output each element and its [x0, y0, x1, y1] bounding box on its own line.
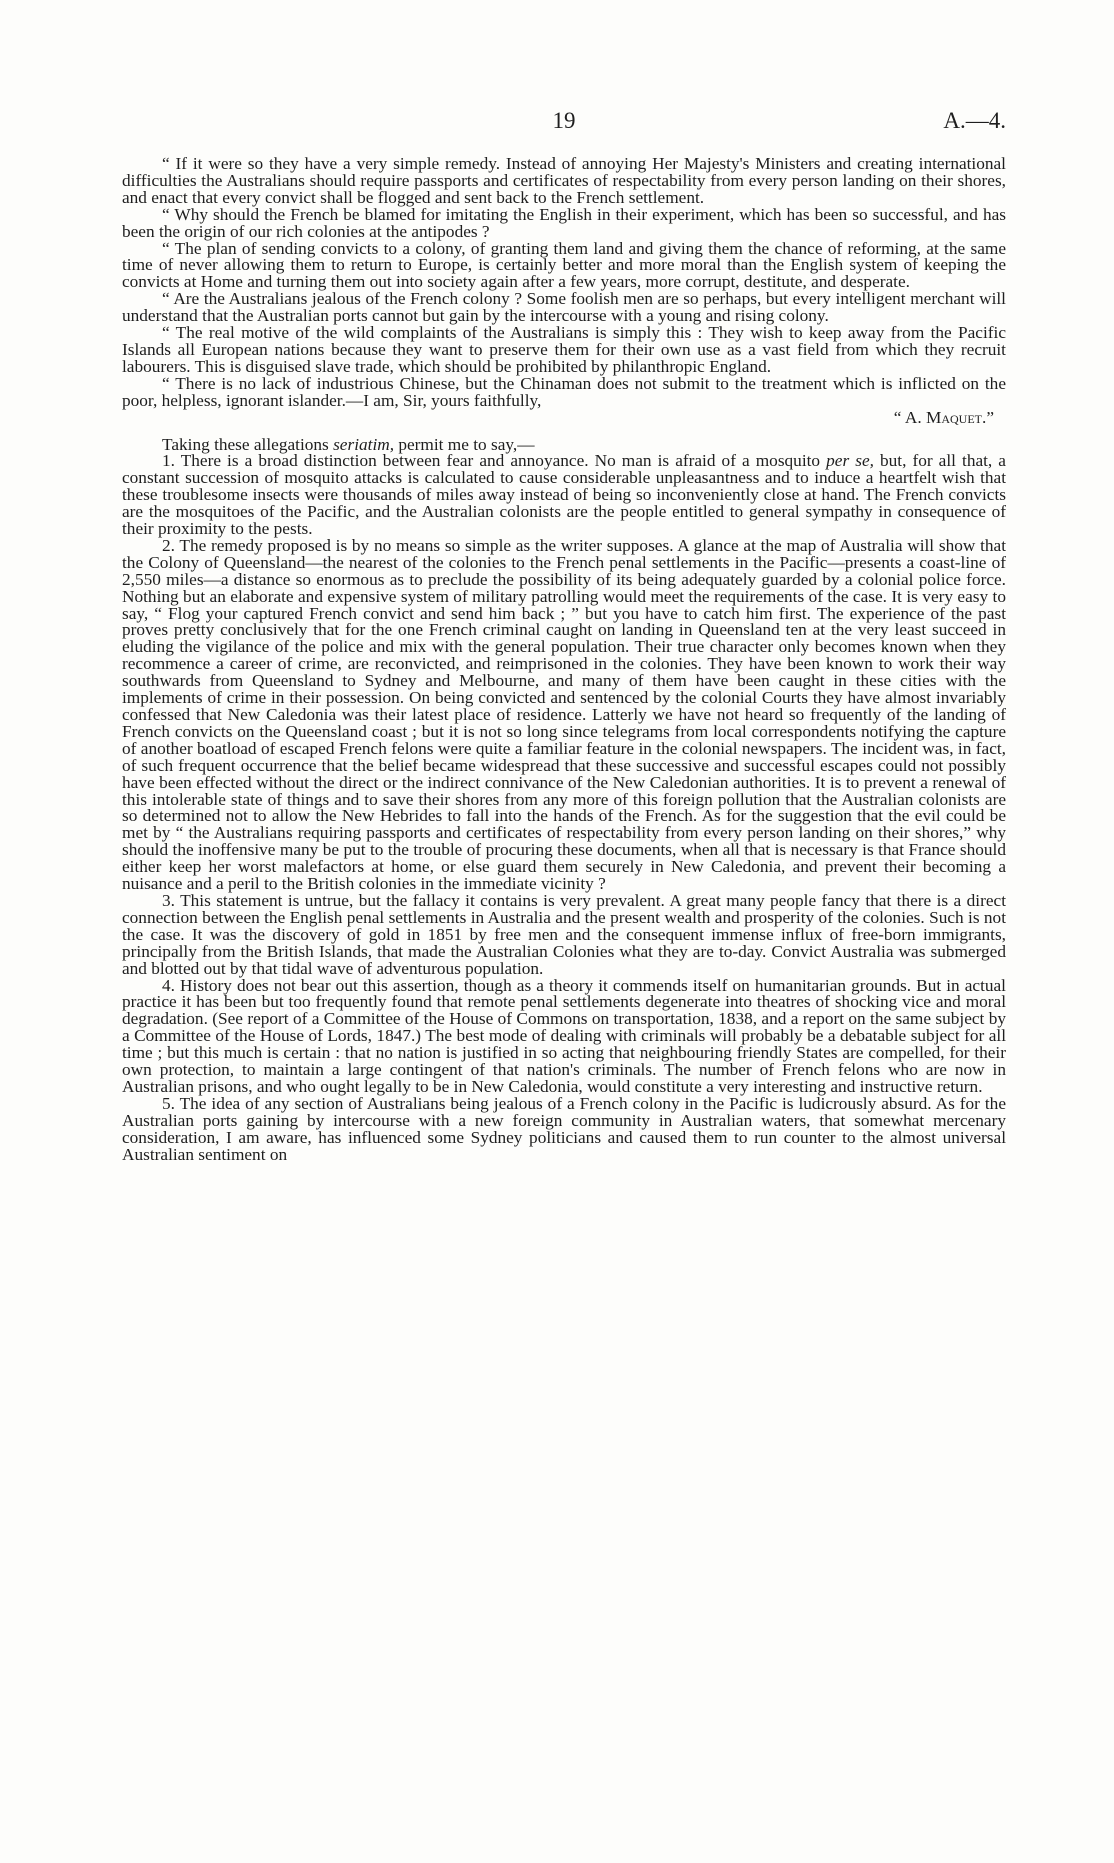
reply-point-4: 4. History does not bear out this assertion, though as a theory it commends itself on humanitarian grounds. But in actual practice it has been but too frequently found that remote penal settlements degenerate into theatres of shocking vice and moral degradation. (See report of a Committee of the House of Commons on transportation, 1838, and a report on the same subject by a Committee of the House of Lords, 1847.) The best mode of dealing with criminals will probably be a debatable subject for all time ; but this much is certain : that no nation is justified in so acting that neighbouring friendly States are compelled, for their own protection, to maintain a large contingent of that nation's criminals. The number of French felons who are now in Australian prisons, and who ought legally to be in New Caledonia, would constitute a very interesting and instructive return. — [122, 975, 1006, 1096]
letter-paragraph-4: “ Are the Australians jealous of the French colony ? Some foolish men are so perhaps, but every intelligent merchant will understand that the Australian ports cannot but gain by the intercourse with a young and rising colony. — [122, 289, 1006, 326]
quoted-letter — [122, 156, 1006, 427]
document-reference: A.—4. — [943, 108, 1006, 133]
page-header — [122, 108, 1006, 138]
signature-suffix: ” — [986, 407, 994, 427]
reply-point-2: 2. The remedy proposed is by no means so simple as the writer supposes. A glance at the map of Australia will show that the Colony of Queensland—the nearest of the colonies to the French penal settlements in the Pacific—presents a coast-line of 2,550 miles—a distance so enormous as to preclude the possibility of its being adequately guarded by a colonial police force. Nothing but an elaborate and expensive system of military patrolling would meet the requirements of the case. It is very easy to say, “ Flog your captured French convict and send him back ; ” but you have to catch him first. The experience of the past proves pretty conclusively that for the one French criminal caught on landing in Queensland ten at the very least succeed in eluding the vigilance of the police and mix with the general population. Their true character only becomes known when they recommence a career of crime, are reconvicted, and reimprisoned in the colonies. They have been known to work their way southwards from Queensland to Sydney and Melbourne, and many of them have been caught in these cities with the implements of crime in their possession. On being convicted and sentenced by the colonial Courts they have almost invariably confessed that New Caledonia was their latest place of residence. Latterly we have not heard so frequently of the landing of French convicts on the Queensland coast ; but it is not so long since telegrams from local correspondents notifying the capture of another boatload of escaped French felons were quite a familiar feature in the colonial newspapers. The incident was, in fact, of such frequent occurrence that the belief became widespread that these successive and successful escapes could not possibly have been effected without the direct or the indirect connivance of the New Caledonian authorities. It is to prevent a renewal of this intolerable state of things and to save their shores from any more of this foreign pollution that the Australian colonists are so determined not to allow the New Hebrides to fall into the hands of the French. As for the suggestion that the evil could be met by “ the Australians requiring passports and certificates of respectability from every person landing on their shores,” why should the inoffensive many be put to the trouble of procuring these documents, when all that is necessary is that France should either keep her worst malefactors at home, or else guard them securely in New Caledonia, and prevent their becoming a nuisance and a peril to the British colonies in the immediate vicinity ? — [122, 535, 1006, 894]
reply-intro-italic: seriatim, — [333, 434, 395, 454]
letter-paragraph-6: “ There is no lack of industrious Chinese, but the Chinaman does not submit to the treatment which is inflicted on the poor, helpless, ignorant islander.—I am, Sir, yours faithfully, — [122, 373, 1006, 410]
letter-paragraph-5: “ The real motive of the wild complaints of the Australians is simply this : They wish to keep away from the Pacific Islands all European nations because they want to preserve them for their own use as a vast field from which they recruit labourers. This is disguised slave trade, which should be prohibited by philanthropic England. — [122, 323, 1006, 376]
reply-intro-text-end: permit me to say,— — [394, 434, 535, 454]
page-number: 19 — [552, 108, 576, 133]
letter-paragraph-2: “ Why should the French be blamed for imitating the English in their experiment, which has been so successful, and has been the origin of our rich colonies at the antipodes ? — [122, 204, 1006, 241]
reply-point-1-text-end: but, for all that, a constant succession of mosquito attacks is calculated to cause considerable unpleasantness and to induce a heartfelt wish that these troublesome insects were thousands of miles away instead of being so inconveniently close at hand. The French convicts are the mosquitoes of the Pacific, and the Australian colonists are the people entitled to general sympathy in consequence of their proximity to the pests. — [122, 451, 1006, 539]
letter-paragraph-1: “ If it were so they have a very simple remedy. Instead of annoying Her Majesty's Ministers and creating international difficulties the Australians should require passports and certificates of respectability from every person landing on their shores, and enact that every convict shall be flogged and sent back to the French settlement. — [122, 154, 1006, 207]
letter-signature — [122, 407, 1006, 427]
letter-paragraph-3: “ The plan of sending convicts to a colony, of granting them land and giving them the chance of reforming, at the same time of never allowing them to return to Europe, is certainly better and more moral than the English system of keeping the convicts at Home and turning them out into society again after a few years, more corrupt, destitute, and desperate. — [122, 238, 1006, 292]
signature-prefix: “ A. — [893, 407, 926, 427]
reply-point-1-text: 1. There is a broad distinction between fear and annoyance. No man is afraid of a mosquito — [162, 451, 827, 471]
reply-point-1 — [122, 453, 1006, 538]
reply-point-1-italic: per se, — [826, 451, 874, 471]
reply-point-3: 3. This statement is untrue, but the fallacy it contains is very prevalent. A great many people fancy that there is a direct connection between the English penal settlements in Australia and the present wealth and prosperity of the colonies. Such is not the case. It was the discovery of gold in 1851 by free men and the consequent immense influx of free-born immigrants, principally from the British Islands, that made the Australian Colonies what they are to-day. Convict Australia was submerged and blotted out by that tidal wave of adventurous population. — [122, 890, 1006, 978]
signature-name: Maquet. — [925, 407, 987, 427]
reply-point-5: 5. The idea of any section of Australians being jealous of a French colony in the Pacific is ludicrously absurd. As for the Australian ports gaining by intercourse with a new foreign community in Australian waters, that somewhat mercenary consideration, I am aware, has influenced some Sydney politicians and caused them to run counter to the almost universal Australian sentiment on — [122, 1093, 1006, 1164]
reply-intro-text: Taking these allegations — [162, 434, 334, 454]
reply-section — [122, 434, 1006, 1164]
document-body — [122, 156, 1006, 1163]
